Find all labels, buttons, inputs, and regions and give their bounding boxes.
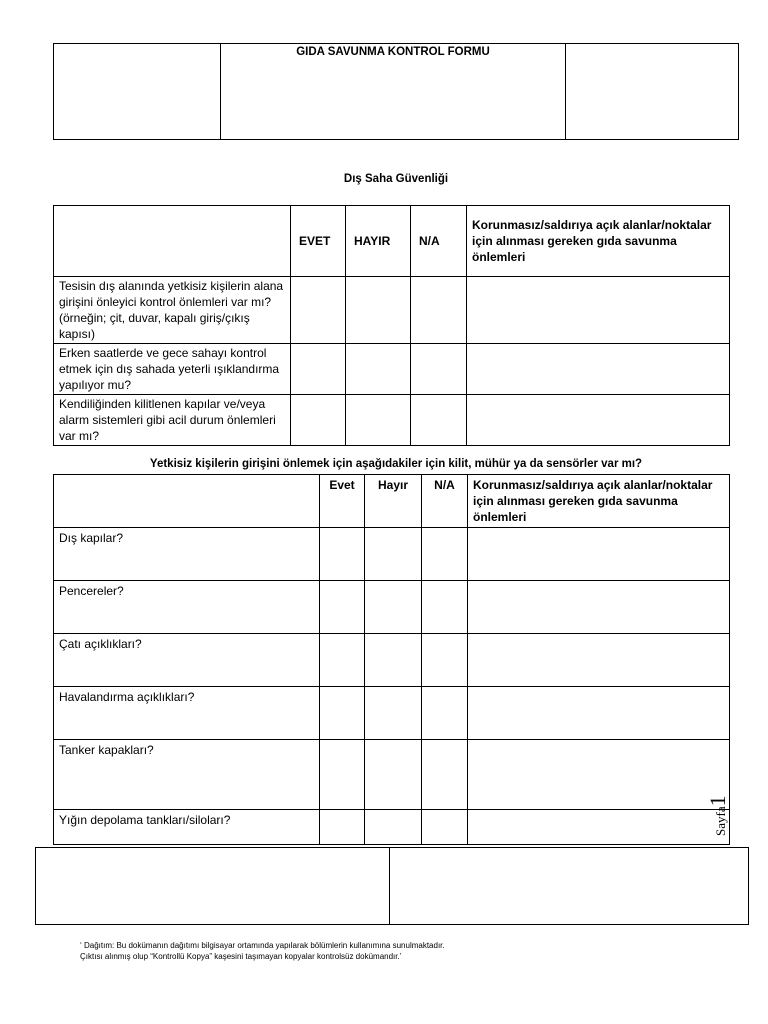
answer-na-cell[interactable] xyxy=(422,810,468,845)
page-label: Sayfa xyxy=(713,806,728,836)
question-cell: Tesisin dış alanında yetkisiz kişilerin alana girişini önleyici kontrol önlemleri var mı? (örneğin; çit, duvar, kapalı giriş/çıkış kapısı) xyxy=(54,277,291,344)
answer-hayir-cell[interactable] xyxy=(365,528,422,581)
item-cell: Havalandırma açıklıkları? xyxy=(54,687,320,740)
answer-hayir-cell[interactable] xyxy=(365,634,422,687)
footer-right-cell xyxy=(390,848,749,925)
col-header-evet: EVET xyxy=(291,206,346,277)
table-row xyxy=(54,740,730,810)
answer-evet-cell[interactable] xyxy=(320,634,365,687)
answer-na-cell[interactable] xyxy=(411,344,467,395)
answer-hayir-cell[interactable] xyxy=(346,344,411,395)
doc-info-cell xyxy=(566,44,739,140)
form-title: GIDA SAVUNMA KONTROL FORMU xyxy=(221,44,566,140)
section1-title: Dış Saha Güvenliği xyxy=(343,173,449,185)
table-row xyxy=(54,277,730,344)
answer-evet-cell[interactable] xyxy=(320,810,365,845)
answer-evet-cell[interactable] xyxy=(320,581,365,634)
measures-cell[interactable] xyxy=(467,277,730,344)
answer-hayir-cell[interactable] xyxy=(365,740,422,810)
answer-na-cell[interactable] xyxy=(422,687,468,740)
page-number-marker xyxy=(700,790,730,838)
table-row xyxy=(54,528,730,581)
logo-cell xyxy=(54,44,221,140)
footer-left-cell xyxy=(36,848,390,925)
page-number: 1 xyxy=(705,795,730,807)
answer-hayir-cell[interactable] xyxy=(365,687,422,740)
table-row xyxy=(54,344,730,395)
answer-hayir-cell[interactable] xyxy=(346,395,411,446)
table-header-row xyxy=(54,475,730,528)
answer-evet-cell[interactable] xyxy=(291,395,346,446)
item-cell: Pencereler? xyxy=(54,581,320,634)
item-cell: Çatı açıklıkları? xyxy=(54,634,320,687)
access-control-table xyxy=(53,474,730,845)
outdoor-security-table xyxy=(53,205,730,446)
header-question-cell xyxy=(54,206,291,277)
answer-hayir-cell[interactable] xyxy=(365,581,422,634)
col-header-hayir: HAYIR xyxy=(346,206,411,277)
footnote-line-2: Çıktısı alınmış olup “Kontrollü Kopya” kaşesini taşımayan kopyalar kontrolsüz dokümandır.’ xyxy=(80,952,402,961)
table-row xyxy=(54,687,730,740)
answer-evet-cell[interactable] xyxy=(291,277,346,344)
answer-hayir-cell[interactable] xyxy=(365,810,422,845)
answer-na-cell[interactable] xyxy=(411,277,467,344)
answer-na-cell[interactable] xyxy=(411,395,467,446)
measures-cell[interactable] xyxy=(467,344,730,395)
col-header-measures: Korunmasız/saldırıya açık alanlar/noktalar için alınması gereken gıda savunma önlemleri xyxy=(467,206,730,277)
question-cell: Erken saatlerde ve gece sahayı kontrol etmek için dış sahada yeterli ışıklandırma yapılıyor mu? xyxy=(54,344,291,395)
header-question-cell xyxy=(54,475,320,528)
table-row xyxy=(54,395,730,446)
answer-hayir-cell[interactable] xyxy=(346,277,411,344)
table-row xyxy=(54,634,730,687)
item-cell: Tanker kapakları? xyxy=(54,740,320,810)
col-header-na: N/A xyxy=(422,475,468,528)
footnote-line-1: ‘ Dağıtım: Bu dokümanın dağıtımı bilgisayar ortamında yapılarak bölümlerin kullanımına sunulmaktadır. xyxy=(80,941,445,950)
item-cell: Yığın depolama tankları/siloları? xyxy=(54,810,320,845)
header-table xyxy=(53,43,739,140)
measures-cell[interactable] xyxy=(468,634,730,687)
answer-evet-cell[interactable] xyxy=(320,687,365,740)
table-row xyxy=(54,581,730,634)
col-header-hayir: Hayır xyxy=(365,475,422,528)
answer-na-cell[interactable] xyxy=(422,634,468,687)
answer-na-cell[interactable] xyxy=(422,528,468,581)
section2-title: Yetkisiz kişilerin girişini önlemek için aşağıdakiler için kilit, mühür ya da sensörler var mı? xyxy=(149,458,643,470)
table-header-row xyxy=(54,206,730,277)
answer-na-cell[interactable] xyxy=(422,581,468,634)
measures-cell[interactable] xyxy=(468,810,730,845)
measures-cell[interactable] xyxy=(467,395,730,446)
answer-evet-cell[interactable] xyxy=(320,740,365,810)
table-row xyxy=(54,810,730,845)
answer-evet-cell[interactable] xyxy=(320,528,365,581)
measures-cell[interactable] xyxy=(468,581,730,634)
col-header-na: N/A xyxy=(411,206,467,277)
distribution-footnote xyxy=(80,940,720,962)
measures-cell[interactable] xyxy=(468,740,730,810)
answer-na-cell[interactable] xyxy=(422,740,468,810)
item-cell: Dış kapılar? xyxy=(54,528,320,581)
question-cell: Kendiliğinden kilitlenen kapılar ve/veya alarm sistemleri gibi acil durum önlemleri var mı? xyxy=(54,395,291,446)
answer-evet-cell[interactable] xyxy=(291,344,346,395)
footer-table xyxy=(35,847,749,925)
col-header-measures: Korunmasız/saldırıya açık alanlar/noktalar için alınması gereken gıda savunma önlemleri xyxy=(468,475,730,528)
measures-cell[interactable] xyxy=(468,687,730,740)
col-header-evet: Evet xyxy=(320,475,365,528)
measures-cell[interactable] xyxy=(468,528,730,581)
